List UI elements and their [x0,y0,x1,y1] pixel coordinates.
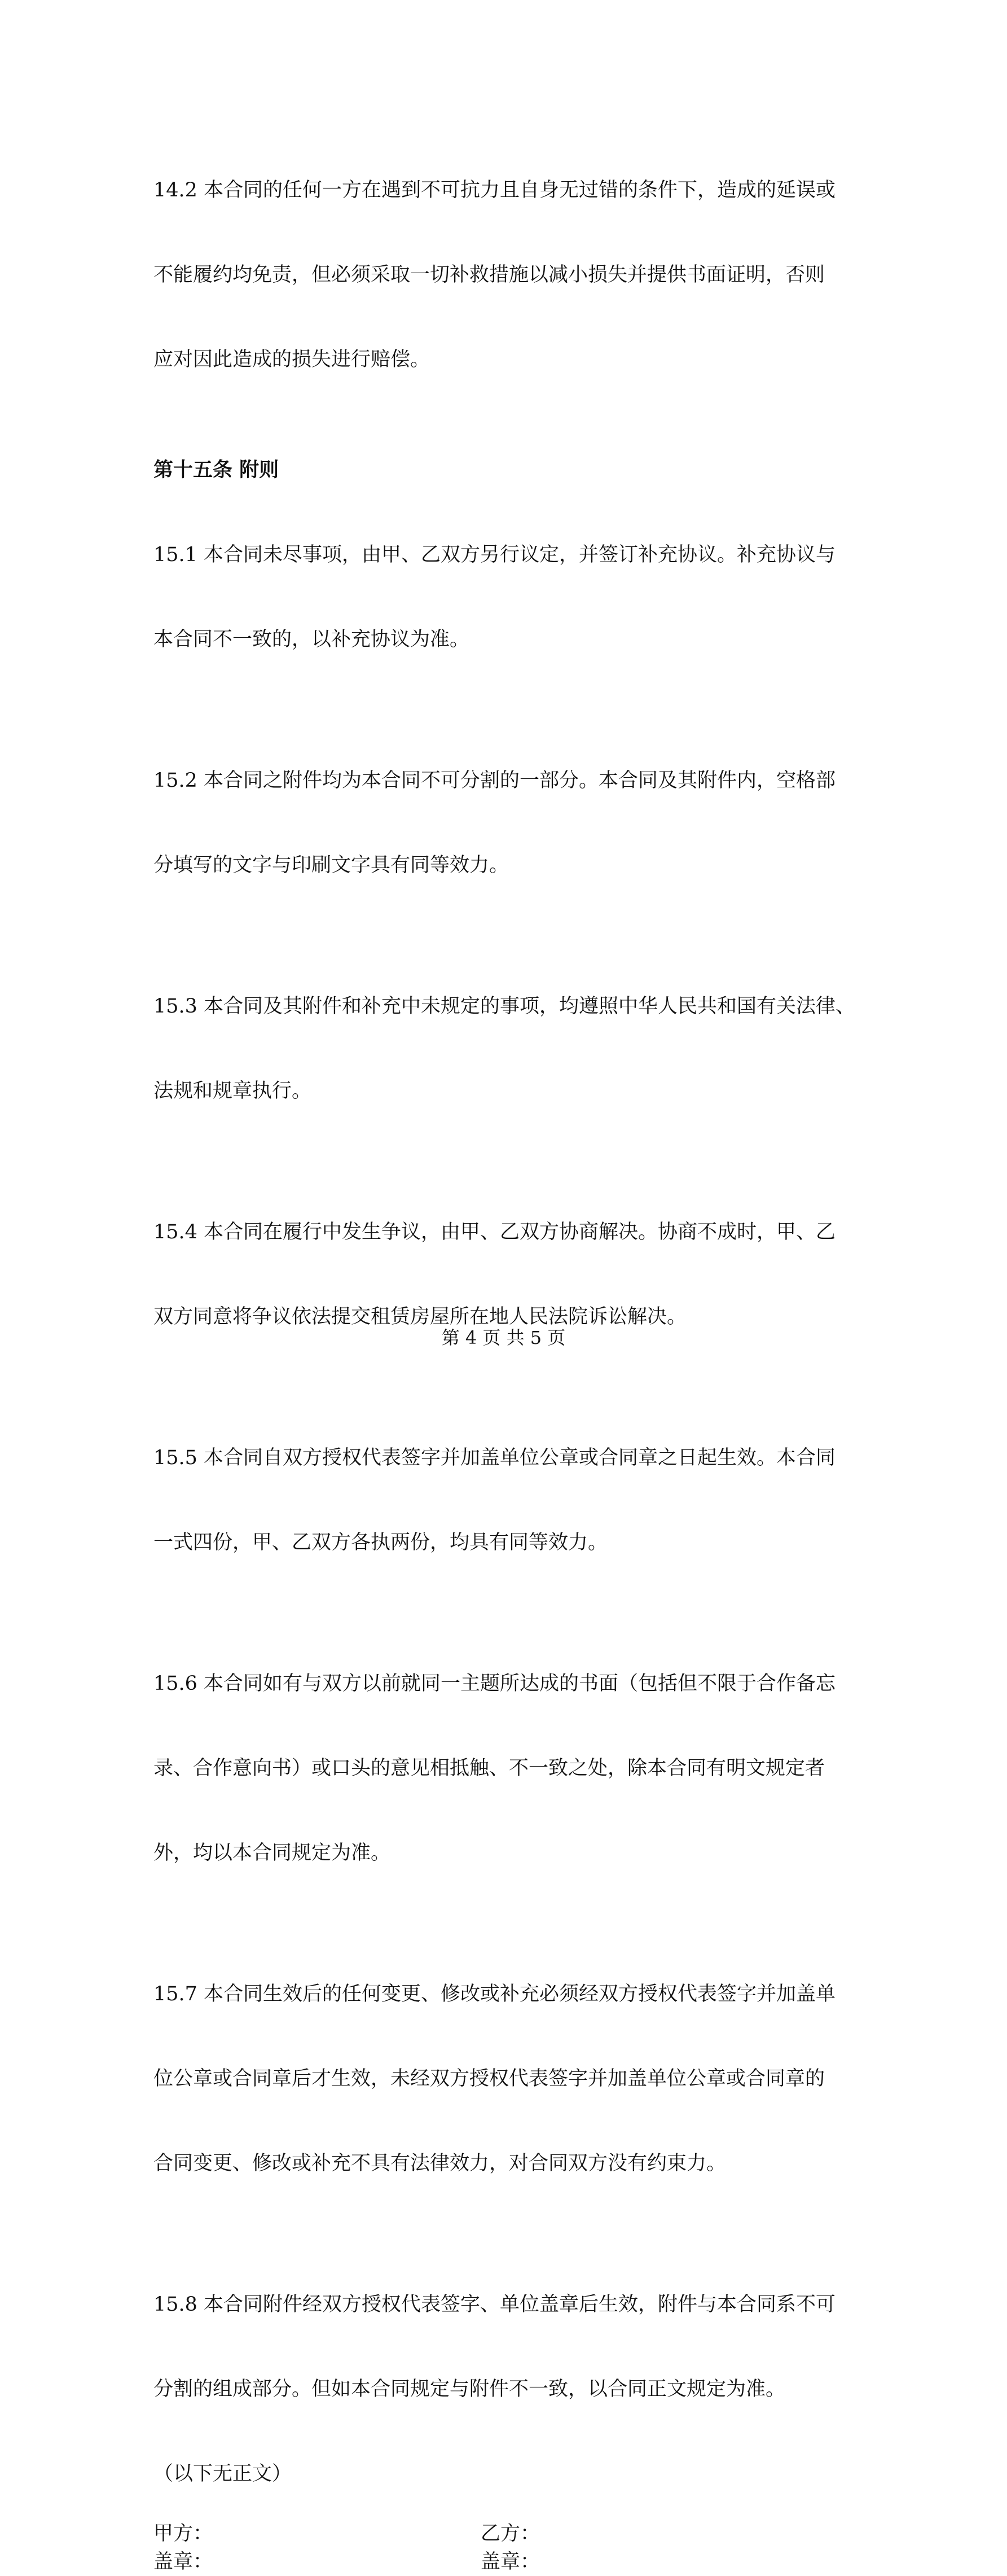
clause-line: 录、合作意向书）或口头的意见相抵触、不一致之处，除本合同有明文规定者 [153,1757,825,1780]
clause-line: 位公章或合同章后才生效，未经双方授权代表签字并加盖单位公章或合同章的 [153,2067,825,2090]
clause-15-4 [153,1162,864,1387]
clause-line: 分割的组成部分。但如本合同规定与附件不一致，以合同正文规定为准。 [153,2378,786,2400]
clause-line: 15.7 本合同生效后的任何变更、修改或补充必须经双方授权代表签字并加盖单 [153,1983,836,2005]
clause-line: 应对因此造成的损失进行赔偿。 [153,348,430,371]
clause-line: 双方同意将争议依法提交租赁房屋所在地人民法院诉讼解决。 [153,1305,687,1328]
clause-line: 分填写的文字与印刷文字具有同等效力。 [153,854,509,877]
seal-a-label: 盖章： [153,2551,213,2573]
clause-line: 一式四份，甲、乙双方各执两份，均具有同等效力。 [153,1531,608,1554]
seal-row [153,2548,864,2576]
clause-15-6 [153,1613,864,1924]
clause-line: 15.3 本合同及其附件和补充中未规定的事项，均遵照中华人民共和国有关法律、 [153,995,856,1018]
seal-b-label: 盖章： [481,2551,540,2573]
clause-14-2 [153,120,864,430]
clause-line: 15.8 本合同附件经双方授权代表签字、单位盖章后生效，附件与本合同系不可 [153,2293,836,2316]
clause-line: 15.6 本合同如有与双方以前就同一主题所达成的书面（包括但不限于合作备忘 [153,1672,836,1695]
clause-line: 15.2 本合同之附件均为本合同不可分割的一部分。本合同及其附件内，空格部 [153,769,836,792]
clause-line: 外，均以本合同规定为准。 [153,1842,391,1864]
party-b-label: 乙方： [481,2522,540,2545]
end-of-text-note: （以下无正文） [153,2463,292,2485]
clause-line: 15.1 本合同未尽事项，由甲、乙双方另行议定，并签订补充协议。补充协议与 [153,544,836,566]
signature-gap [153,2488,864,2520]
page-footer [0,1325,1007,1350]
clause-15-8 [153,2234,864,2460]
clause-15-2 [153,710,864,936]
clause-line: 不能履约均免责，但必须采取一切补救措施以减小损失并提供书面证明，否则 [153,264,825,286]
article-15-heading: 第十五条 附则 [153,459,279,481]
clause-15-7 [153,1924,864,2234]
party-row [153,2520,864,2548]
clause-line: 15.4 本合同在履行中发生争议，由甲、乙双方协商解决。协商不成时，甲、乙 [153,1221,836,1243]
clause-line: 本合同不一致的，以补充协议为准。 [153,628,470,651]
party-a-label: 甲方： [153,2522,213,2545]
paragraph-gap [153,430,864,456]
clause-15-5 [153,1387,864,1613]
clause-line: 合同变更、修改或补充不具有法律效力，对合同双方没有约束力。 [153,2152,727,2175]
clause-15-1 [153,484,864,710]
clause-15-3 [153,936,864,1162]
clause-line: 法规和规章执行。 [153,1080,312,1102]
clause-line: 15.5 本合同自双方授权代表签字并加盖单位公章或合同章之日起生效。本合同 [153,1447,836,1469]
clause-line: 14.2 本合同的任何一方在遇到不可抗力且自身无过错的条件下，造成的延误或 [153,179,836,201]
page-number: 第 4 页 共 5 页 [441,1327,566,1348]
